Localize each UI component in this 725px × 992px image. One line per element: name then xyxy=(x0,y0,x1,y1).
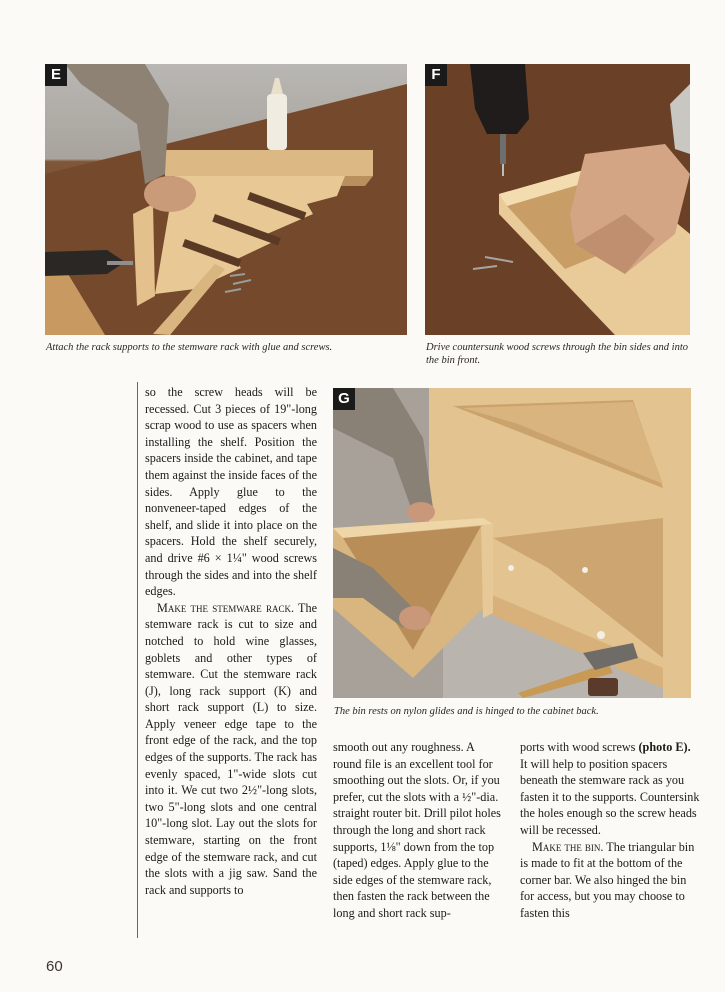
make-bin-text: The triangular bin is made to fit at the bottom of the corner bar. We also hinged the bin for access, but you may choose to fasten this xyxy=(520,839,695,920)
page-number: 60 xyxy=(46,958,63,975)
photo-reference: (photo E). xyxy=(638,740,691,754)
spacers-text: It will help to position spacers beneath the stemware rack as you fasten it to the supports. Countersink the holes enough so the screw heads will be recessed. xyxy=(520,756,700,837)
photo-g-illustration xyxy=(333,388,691,698)
photo-g-caption: The bin rests on nylon glides and is hinged to the cabinet back. xyxy=(334,706,599,717)
column-rule xyxy=(137,382,138,938)
stemware-rack-text: The stemware rack is cut to size and notched to hold wine glasses, goblets and other types of stemware. Cut the stemware rack (J), long rack support (K) and short rack support (L) to size. Apply veneer edge tape to the front edge of the rack, and the top edges of the supports. The rack has evenly spaced, 1"-wide slots cut into it. We cut two 2½"-long slots, two 5"-long slots and one central 10"-long slot. Lay out the slots for stemware, starting on the front edge of the stemware rack, and cut the slots with a jig saw. Sand the rack and supports to xyxy=(145,600,317,897)
photo-e-label: E xyxy=(45,64,67,86)
photo-f xyxy=(425,64,690,335)
photo-e xyxy=(45,64,407,335)
column-1-paragraph-2 xyxy=(145,600,317,899)
body-column-1 xyxy=(145,384,317,898)
make-bin-heading: Make the bin. xyxy=(532,839,604,854)
body-column-3 xyxy=(520,739,700,922)
body-column-2 xyxy=(333,739,505,922)
photo-f-label: F xyxy=(425,64,447,86)
photo-g-label: G xyxy=(333,388,355,410)
column-1-paragraph-1: so the screw heads will be recessed. Cut 3 pieces of 19"-long scrap wood to use as spacers when installing the shelf. Position the spacers inside the cabinet, and tape them against the inside faces of the sides. Apply glue to the nonveneer-taped edges of the shelf, and slide it into place on the spacers. Hold the shelf securely, and drive #6 × 1¼" wood screws through the sides and into the shelf edges. xyxy=(145,385,317,599)
stemware-rack-heading: Make the stemware rack. xyxy=(157,600,295,615)
photo-g xyxy=(333,388,691,698)
photo-f-illustration xyxy=(425,64,690,335)
column-2-paragraph-1: smooth out any roughness. A round file is an excellent tool for smoothing out the slots. Or, if you prefer, cut the slots with a ½"-dia. straight router bit. Drill pilot holes through the long and short rack supports, 1⅛" down from the top (taped) edges. Apply glue to the side edges of the stemware rack, then fasten the rack between the long and short rack sup- xyxy=(333,740,501,920)
column-3-paragraph-2 xyxy=(520,839,700,922)
photo-e-caption: Attach the rack supports to the stemware rack with glue and screws. xyxy=(46,342,333,353)
rack-supports-text: ports with wood screws xyxy=(520,740,636,754)
photo-f-caption: Drive countersunk wood screws through the bin sides and into the bin front. xyxy=(426,342,688,366)
column-3-paragraph-1 xyxy=(520,739,700,839)
photo-e-illustration xyxy=(45,64,407,335)
